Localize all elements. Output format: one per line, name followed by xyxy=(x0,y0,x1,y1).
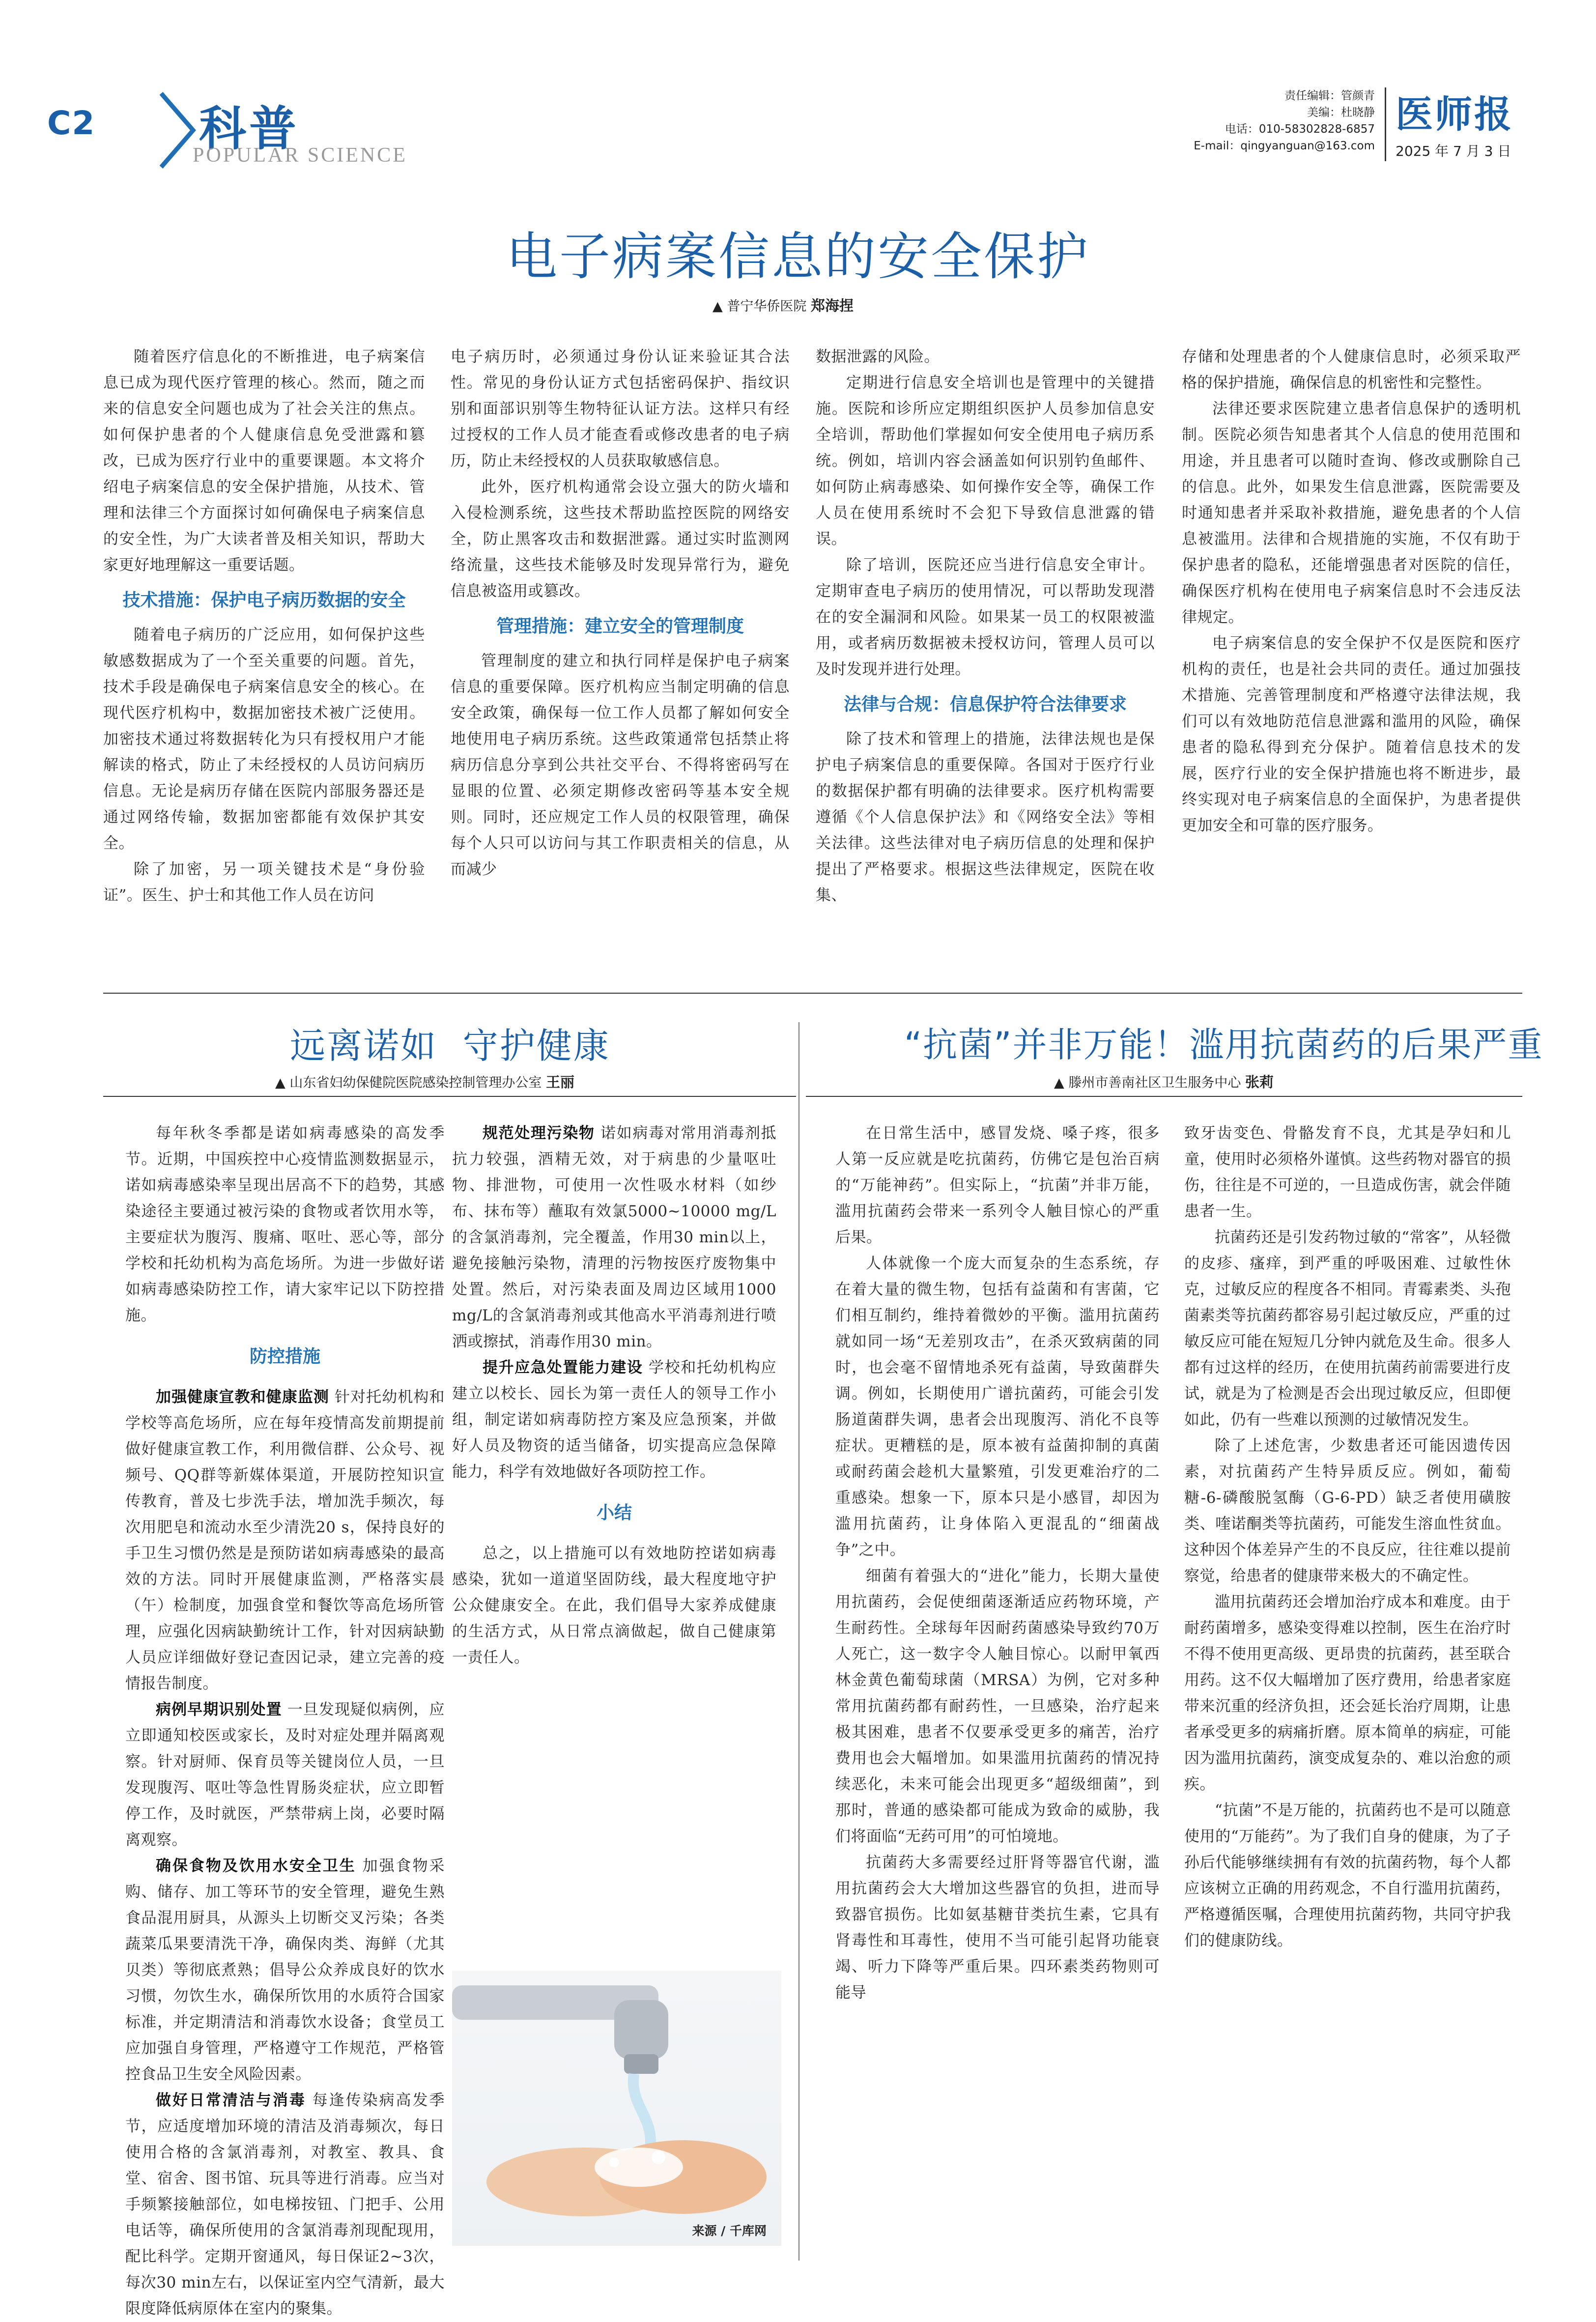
article2-org: ▲ 山东省妇幼保健院医院感染控制管理办公室 xyxy=(275,1075,542,1090)
handwashing-image xyxy=(452,1971,781,2246)
lead-early-case: 病例早期识别处置 xyxy=(156,1701,282,1719)
article3-col2 xyxy=(1184,1120,1511,1954)
paragraph: 电子病案信息的安全保护不仅是医院和医疗机构的责任，也是社会共同的责任。通过加强技术措施、完善管理制度和严格遵守法律法规，我们可以有效地防范信息泄露和滥用的风险，确保患者的隐私得到充分保护。随着信息技术的发展，医疗行业的安全保护措施也将不断进步，最终实现对电子病案信息的全面保护，为患者提供更加安全和可靠的医疗服务。 xyxy=(1182,634,1521,834)
paragraph: 定期进行信息安全培训也是管理中的关键措施。医院和诊所应定期组织医护人员参加信息安全培训，帮助他们掌握如何安全使用电子病历系统。例如，培训内容会涵盖如何识别钓鱼邮件、如何防止病毒感染、如何操作安全等，确保工作人员在使用系统时不会犯下导致信息泄露的错误。 xyxy=(816,374,1155,548)
article1-byline xyxy=(712,295,854,315)
paragraph: 除了技术和管理上的措施，法律法规也是保护电子病案信息的重要保障。各国对于医疗行业的数据保护都有明确的法律要求。医疗机构需要遵循《个人信息保护法》和《网络安全法》等相关法律。这些法律对电子病历信息的处理和保护提出了严格要求。根据这些法律规定，医院在收集、 xyxy=(816,730,1155,904)
article2-byline xyxy=(275,1071,574,1091)
article2-col1 xyxy=(125,1120,445,2322)
paragraph: 数据泄露的风险。 xyxy=(816,348,940,366)
lead-pollutant: 规范处理污染物 xyxy=(483,1124,595,1142)
contact-phone: 电话：010-58302828-6857 xyxy=(1225,123,1375,136)
paragraph xyxy=(125,1853,445,2088)
paragraph-text: 学校和托幼机构应建立以校长、园长为第一责任人的领导工作小组，制定诺如病毒防控方案及应急预案，并做好人员及物资的适当储备，切实提高应急保障能力，科学有效地做好各项防控工作。 xyxy=(452,1359,777,1481)
paragraph xyxy=(125,1384,445,1697)
newspaper-logo: 医师报 xyxy=(1396,92,1513,136)
article1-col3 xyxy=(816,344,1155,909)
issue-date: 2025 年 7 月 3 日 xyxy=(1396,143,1511,159)
paragraph: 法律还要求医院建立患者信息保护的透明机制。医院必须告知患者其个人信息的使用范围和用途，并且患者可以随时查询、修改或删除自己的信息。此外，如果发生信息泄露，医院需要及时通知患者并采取补救措施，避免患者的个人信息被滥用。法律和合规措施的实施，不仅有助于保护患者的隐私，还能增强患者对医院的信任，确保医疗机构在使用电子病案信息时不会违反法律规定。 xyxy=(1182,400,1521,626)
paragraph: 此外，医疗机构通常会设立强大的防火墙和入侵检测系统，这些技术帮助监控医院的网络安全，防止黑客攻击和数据泄露。通过实时监测网络流量，这些技术能够及时发现异常行为，避免信息被盗用或篡改。 xyxy=(451,478,790,600)
section-divider xyxy=(103,993,1522,994)
article1-author: 郑海捏 xyxy=(810,297,854,314)
paragraph: 抗菌药还是引发药物过敏的“常客”，从轻微的皮疹、瘙痒，到严重的呼吸困难、过敏性休克，过敏反应的程度各不相同。青霉素类、头孢菌素类等抗菌药都容易引起过敏反应，严重的过敏反应可能在短短几分钟内就危及生命。很多人都有过这样的经历，在使用抗菌药前需要进行皮试，就是为了检测是否会出现过敏反应，但即便如此，仍有一些难以预测的过敏情况发生。 xyxy=(1184,1229,1511,1429)
lead-cleaning: 做好日常清洁与消毒 xyxy=(156,2092,306,2109)
editor-name: 责任编辑：管颜青 xyxy=(1284,89,1375,102)
article3-col1 xyxy=(835,1120,1160,2006)
article1-col2 xyxy=(451,344,790,883)
article1-title: 电子病案信息的安全保护 xyxy=(506,227,1090,287)
paragraph-text: 针对托幼机构和学校等高危场所，应在每年疫情高发前期提前做好健康宣教工作，利用微信群、公众号、视频号、QQ群等新媒体渠道，开展防控知识宣传教育，普及七步洗手法，增加洗手频次，每次用肥皂和流动水至少清洗20 s，保持良好的手卫生习惯仍然是是预防诺如病毒感染的最高效的方法。同时开展健康监测，严格落实晨（午）检制度，加强食堂和餐饮等高危场所管理，应强化因病缺勤统计工作，针对因病缺勤人员应详细做好登记查因记录，建立完善的疫情报告制度。 xyxy=(125,1388,445,1692)
lead-health-monitor: 加强健康宣教和健康监测 xyxy=(156,1388,330,1406)
paragraph-text: 加强食物采购、储存、加工等环节的安全管理，避免生熟食品混用厨具，从源头上切断交叉污染；各类蔬菜瓜果要清洗干净，确保肉类、海鲜（尤其贝类）等彻底煮熟；倡导公众养成良好的饮水习惯，勿饮生水，确保所饮用的水质符合国家标准，并定期清洁和消毒饮水设备；食堂员工应加强自身管理，严格遵守工作规范，严格管控食品卫生安全风险因素。 xyxy=(125,1857,445,2083)
article2-title: 远离诺如 守护健康 xyxy=(290,1025,610,1066)
paragraph: 除了培训，医院还应当进行信息安全审计。定期审查电子病历的使用情况，可以帮助发现潜在的安全漏洞和风险。如果某一员工的权限被滥用，或者病历数据被未授权访问，管理人员可以及时发现并进行处理。 xyxy=(816,556,1155,678)
paragraph: 在日常生活中，感冒发烧、嗓子疼，很多人第一反应就是吃抗菌药，仿佛它是包治百病的“万能神药”。但实际上，“抗菌”并非万能，滥用抗菌药会带来一系列令人触目惊心的严重后果。 xyxy=(835,1124,1160,1246)
article3-author: 张莉 xyxy=(1245,1074,1274,1090)
paragraph: “抗菌”不是万能的，抗菌药也不是可以随意使用的“万能药”。为了我们自身的健康，为了子孙后代能够继续拥有有效的抗菌药物，每个人都应该树立正确的用药观念，不自行滥用抗菌药，严格遵循医嘱，合理使用抗菌药物，共同守护我们的健康防线。 xyxy=(1184,1802,1511,1949)
article3-title: “抗菌”并非万能！滥用抗菌药的后果严重 xyxy=(904,1025,1543,1065)
faucet-hands-illustration xyxy=(452,1971,781,2246)
article2-author: 王丽 xyxy=(545,1074,574,1090)
paragraph: 随着电子病历的广泛应用，如何保护这些敏感数据成为了一个至关重要的问题。首先，技术手段是确保电子病案信息安全的核心。在现代医疗机构中，数据加密技术被广泛使用。加密技术通过将数据转化为只有授权用户才能解读的格式，防止了未经授权的人员访问病历信息。无论是病历存储在医院内部服务器还是通过网络传输，数据加密都能有效保护其安全。 xyxy=(103,626,425,852)
editor-info xyxy=(1169,87,1375,154)
subheading-tech: 技术措施：保护电子病历数据的安全 xyxy=(122,590,406,610)
paragraph: 每年秋冬季都是诺如病毒感染的高发季节。近期，中国疾控中心疫情监测数据显示，诺如病毒感染率呈现出居高不下的趋势，其感染途径主要通过被污染的食物或者饮用水等，主要症状为腹泻、腹痛、呕吐、恶心等，部分学校和托幼机构为高危场所。为进一步做好诺如病毒感染防控工作，请大家牢记以下防控措施。 xyxy=(125,1124,445,1324)
subheading-prevention: 防控措施 xyxy=(249,1347,320,1367)
paragraph: 随着医疗信息化的不断推进，电子病案信息已成为现代医疗管理的核心。然而，随之而来的信息安全问题也成为了社会关注的焦点。如何保护患者的个人健康信息免受泄露和篡改，已成为医疗行业中的重要课题。本文将介绍电子病案信息的安全保护措施，从技术、管理和法律三个方面探讨如何确保电子病案信息的安全性，为广大读者普及相关知识，帮助大家更好地理解这一重要话题。 xyxy=(103,348,425,574)
article1-col4 xyxy=(1182,344,1521,839)
paragraph: 除了上述危害，少数患者还可能因遗传因素，对抗菌药产生特异质反应。例如，葡萄糖-6-磷酸脱氢酶（G-6-PD）缺乏者使用磺胺类、喹诺酮类等抗菌药，可能发生溶血性贫血。这种因个体差异产生的不良反应，往往难以提前察觉，给患者的健康带来极大的不确定性。 xyxy=(1184,1437,1511,1585)
article1-org: ▲ 普宁华侨医院 xyxy=(712,299,807,314)
paragraph: 抗菌药大多需要经过肝肾等器官代谢，滥用抗菌药会大大增加这些器官的负担，进而导致器官损伤。比如氨基糖苷类抗生素，它具有肾毒性和耳毒性，使用不当可能引起肾功能衰竭、听力下降等严重后果。四环素类药物则可能导 xyxy=(835,1854,1160,2002)
image-credit: 来源 / 千库网 xyxy=(692,2224,767,2238)
lead-food-water: 确保食物及饮用水安全卫生 xyxy=(156,1857,356,1875)
paragraph: 滥用抗菌药还会增加治疗成本和难度。由于耐药菌增多，感染变得难以控制，医生在治疗时不得不使用更高级、更昂贵的抗菌药，甚至联合用药。这不仅大幅增加了医疗费用，给患者家庭带来沉重的经济负担，还会延长治疗周期，让患者承受更多的病痛折磨。原本简单的病症，可能因为滥用抗菌药，演变成复杂的、难以治愈的顽疾。 xyxy=(1184,1593,1511,1793)
paragraph xyxy=(452,1120,776,1355)
section-title-en: POPULAR SCIENCE xyxy=(193,144,407,167)
paragraph: 总之，以上措施可以有效地防控诺如病毒感染，犹如一道道坚固防线，最大程度地守护公众健康安全。在此，我们倡导大家养成健康的生活方式，从日常点滴做起，做自己健康第一责任人。 xyxy=(452,1545,776,1666)
subheading-law: 法律与合规：信息保护符合法律要求 xyxy=(843,694,1127,715)
paragraph: 致牙齿变色、骨骼发育不良，尤其是孕妇和儿童，使用时必须格外谨慎。这些药物对器官的损伤，往往是不可逆的，一旦造成伤害，就会伴随患者一生。 xyxy=(1184,1124,1511,1220)
paragraph: 电子病历时，必须通过身份认证来验证其合法性。常见的身份认证方式包括密码保护、指纹识别和面部识别等生物特征认证方法。这样只有经过授权的工作人员才能查看或修改患者的电子病历，防止未经授权的人员获取敏感信息。 xyxy=(451,348,790,470)
paragraph: 存储和处理患者的个人健康信息时，必须采取严格的保护措施，确保信息的机密性和完整性。 xyxy=(1182,348,1521,392)
header-divider xyxy=(1385,87,1386,161)
contact-email: E-mail：qingyanguan@163.com xyxy=(1194,140,1375,152)
paragraph-text: 每逢传染病高发季节，应适度增加环境的清洁及消毒频次，每日使用合格的含氯消毒剂，对教室、教具、食堂、宿舍、图书馆、玩具等进行消毒。应当对手频繁接触部位，如电梯按钮、门把手、公用电话等，确保所使用的含氯消毒剂现配现用，配比科学。定期开窗通风，每日保证2~3次，每次30 min左右，以保证室内空气清新，最大限度降低病原体在室内的聚集。 xyxy=(125,2092,445,2318)
byline-rule xyxy=(103,1096,796,1097)
lead-emergency: 提升应急处置能力建设 xyxy=(483,1359,643,1376)
byline-rule xyxy=(806,1096,1522,1097)
article3-org: ▲ 滕州市善南社区卫生服务中心 xyxy=(1054,1075,1241,1090)
subheading-mgmt: 管理措施：建立安全的管理制度 xyxy=(496,616,744,636)
paragraph-text: 一旦发现疑似病例，应立即通知校医或家长，及时对症处理并隔离观察。针对厨师、保育员等关键岗位人员，一旦发现腹泻、呕吐等急性胃肠炎症状，应立即暂停工作，及时就医，严禁带病上岗，必要时隔离观察。 xyxy=(125,1701,445,1849)
paragraph xyxy=(125,1697,445,1853)
paragraph: 除了加密，另一项关键技术是“身份验证”。医生、护士和其他工作人员在访问 xyxy=(103,860,425,904)
paragraph xyxy=(452,1355,776,1485)
page-number: C2 xyxy=(47,104,96,142)
designer-name: 美编：杜晓静 xyxy=(1307,106,1375,119)
section-title: 科普 xyxy=(199,101,299,156)
article2-col2 xyxy=(452,1120,776,1671)
article3-byline xyxy=(1054,1071,1274,1091)
paragraph: 管理制度的建立和执行同样是保护电子病案信息的重要保障。医疗机构应当制定明确的信息安全政策，确保每一位工作人员都了解如何安全地使用电子病历系统。这些政策通常包括禁止将病历信息分享到公共社交平台、不得将密码写在显眼的位置、必须定期修改密码等基本安全规则。同时，还应规定工作人员的权限管理，确保每个人只可以访问与其工作职责相关的信息，从而减少 xyxy=(451,652,790,878)
paragraph: 人体就像一个庞大而复杂的生态系统，存在着大量的微生物，包括有益菌和有害菌，它们相互制约，维持着微妙的平衡。滥用抗菌药就如同一场“无差别攻击”，在杀灭致病菌的同时，也会毫不留情地杀死有益菌，导致菌群失调。例如，长期使用广谱抗菌药，可能会引发肠道菌群失调，患者会出现腹泻、消化不良等症状。更糟糕的是，原本被有益菌抑制的真菌或耐药菌会趁机大量繁殖，引发更难治疗的二重感染。想象一下，原本只是小感冒，却因为滥用抗菌药，让身体陷入更混乱的“细菌战争”之中。 xyxy=(835,1255,1160,1559)
subheading-summary: 小结 xyxy=(596,1503,632,1523)
paragraph-text: 诺如病毒对常用消毒剂抵抗力较强，酒精无效，对于病患的少量呕吐物、排泄物，可使用一次性吸水材料（如纱布、抹布等）蘸取有效氯5000~10000 mg/L的含氯消毒剂，完全覆盖，作用30 min以上，避免接触污染物，清理的污物按医疗废物集中处置。然后，对污染表面及周边区域用1000 mg/L的含氯消毒剂或其他高水平消毒剂进行喷洒或擦拭，消毒作用30 min。 xyxy=(452,1124,777,1350)
paragraph: 细菌有着强大的“进化”能力，长期大量使用抗菌药，会促使细菌逐渐适应药物环境，产生耐药性。全球每年因耐药菌感染导致约70万人死亡，这一数字令人触目惊心。以耐甲氧西林金黄色葡萄球菌（MRSA）为例，它对多种常用抗菌药都有耐药性，一旦感染，治疗起来极其困难，患者不仅要承受更多的痛苦，治疗费用也会大幅增加。如果滥用抗菌药的情况持续恶化，未来可能会出现更多“超级细菌”，到那时，普通的感染都可能成为致命的威胁，我们将面临“无药可用”的可怕境地。 xyxy=(835,1567,1160,1845)
column-divider xyxy=(798,1022,799,2261)
paragraph xyxy=(125,2088,445,2322)
article1-col1 xyxy=(103,344,425,909)
